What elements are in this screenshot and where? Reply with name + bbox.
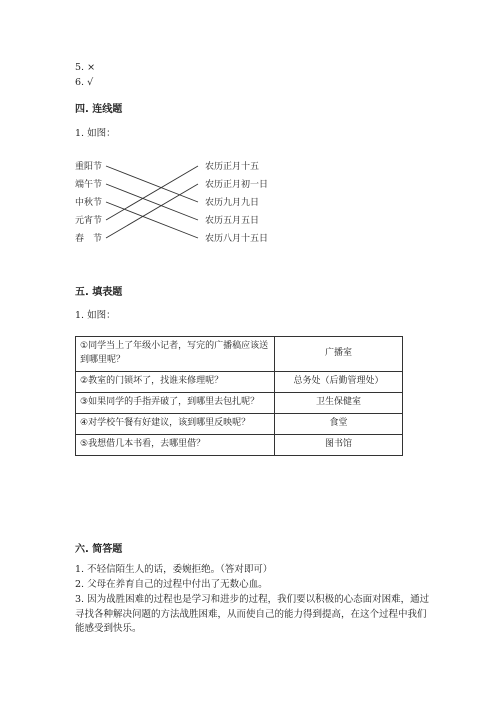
short-answer-3: 3. 因为战胜困难的过程也是学习和进步的过程，我们要以积极的心态面对困难，通过寻找各种解决问题的方法战胜困难，从而使自己的能力得到提高，在这个过程中我们能感受到快乐。 xyxy=(75,594,430,635)
question-cell: ②教室的门锁坏了，找谁来修理呢？ xyxy=(76,371,275,392)
section-four-question: 1. 如图： xyxy=(75,128,116,139)
left-item: 中秋节 xyxy=(75,198,103,208)
answer-cell: 总务处（后勤管理处） xyxy=(275,371,403,392)
question-cell: ④对学校午餐有好建议，该到哪里反映呢？ xyxy=(76,413,275,434)
question-cell: ③如果同学的手指弄破了，到哪里去包扎呢？ xyxy=(76,392,275,413)
section-five-question: 1. 如图： xyxy=(75,310,116,321)
table-row xyxy=(76,434,403,455)
table-row xyxy=(76,392,403,413)
short-answer-2: 2. 父母在养育自己的过程中付出了无数心血。 xyxy=(75,579,268,590)
section-six-title: 六. 简答题 xyxy=(75,544,123,555)
answer-5: 5. × xyxy=(75,62,96,73)
right-item: 农历正月初一日 xyxy=(205,180,269,190)
answer-6: 6. √ xyxy=(75,77,94,88)
right-item: 农历九月九日 xyxy=(205,198,260,208)
match-line xyxy=(106,166,198,202)
left-item: 春 节 xyxy=(75,234,103,244)
question-cell: ①同学当上了年级小记者，写完的广播稿应该送到哪里呢？ xyxy=(76,337,275,372)
table-row xyxy=(76,413,403,434)
right-item: 农历八月十五日 xyxy=(205,234,269,244)
match-line xyxy=(106,184,198,220)
table-row xyxy=(76,337,403,372)
answer-cell: 卫生保健室 xyxy=(275,392,403,413)
short-answer-1: 1. 不轻信陌生人的话，委婉拒绝。（答对即可） xyxy=(75,564,273,575)
match-line xyxy=(106,166,198,220)
left-item: 重阳节 xyxy=(75,162,103,172)
match-line xyxy=(106,202,198,238)
left-item: 端午节 xyxy=(75,180,103,190)
fill-table xyxy=(75,336,403,456)
right-item: 农历五月五日 xyxy=(205,216,260,226)
answer-cell: 图书馆 xyxy=(275,434,403,455)
answer-cell: 广播室 xyxy=(275,337,403,372)
right-item: 农历正月十五 xyxy=(205,162,260,172)
match-line xyxy=(106,184,198,238)
section-four-title: 四. 连线题 xyxy=(75,104,123,115)
answer-cell: 食堂 xyxy=(275,413,403,434)
left-item: 元宵节 xyxy=(75,216,103,226)
section-five-title: 五. 填表题 xyxy=(75,287,123,298)
table-row xyxy=(76,371,403,392)
matching-diagram xyxy=(70,150,300,250)
question-cell: ⑤我想借几本书看，去哪里借？ xyxy=(76,434,275,455)
